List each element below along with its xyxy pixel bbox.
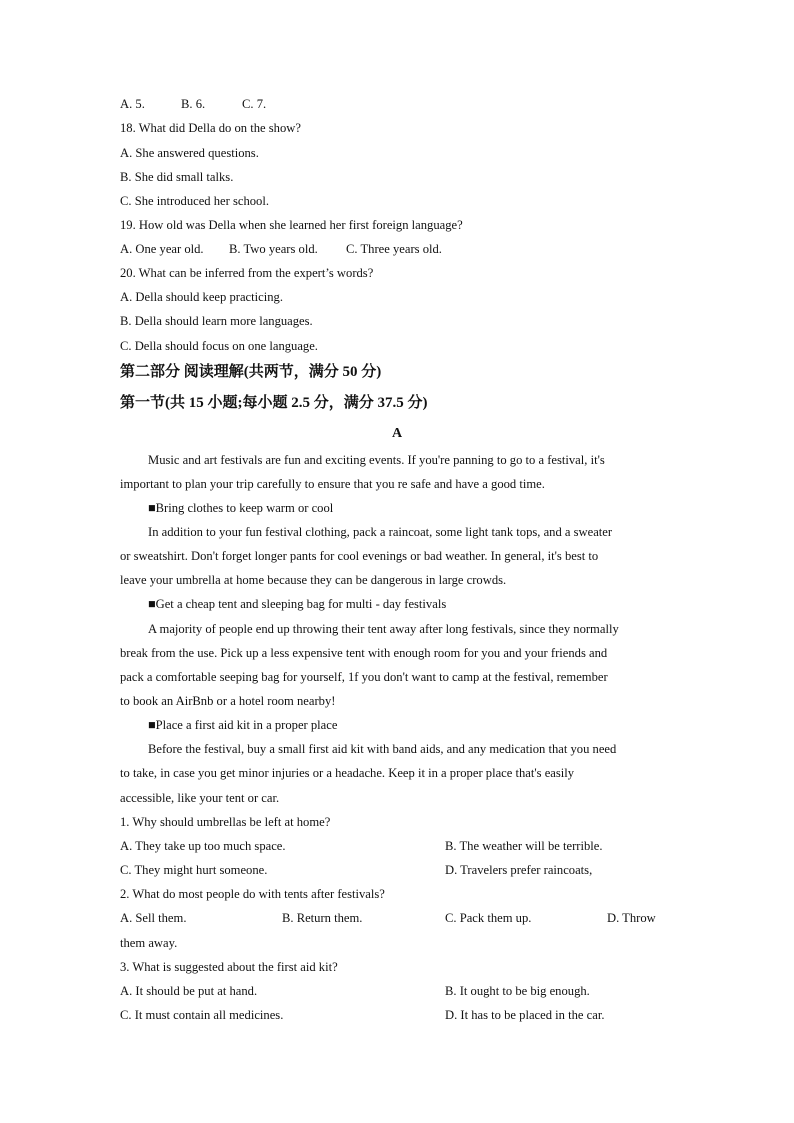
passage-line: In addition to your fun festival clothing, pack a raincoat, some light tank tops, and a sweater	[148, 525, 613, 539]
q2-option-d: D. Throw	[607, 911, 656, 925]
q1-question: 1. Why should umbrellas be left at home?	[120, 815, 331, 829]
q2-option-d-continued: them away.	[120, 936, 178, 950]
q17-option-b: B. 6.	[181, 97, 206, 111]
passage-line: Before the festival, buy a small first aid kit with band aids, and any medication that you need	[148, 742, 617, 756]
q17-option-a: A. 5.	[120, 97, 145, 111]
passage-line: A majority of people end up throwing their tent away after long festivals, since they normally	[148, 622, 619, 636]
q1-option-a: A. They take up too much space.	[120, 839, 286, 853]
passage-bullet-heading: ■Bring clothes to keep warm or cool	[148, 501, 334, 515]
q19-option-a: A. One year old.	[120, 242, 204, 256]
passage-line: leave your umbrella at home because they can be dangerous in large crowds.	[120, 573, 507, 587]
q3-question: 3. What is suggested about the first aid kit?	[120, 960, 338, 974]
passage-line: accessible, like your tent or car.	[120, 791, 280, 805]
q2-option-b: B. Return them.	[282, 911, 363, 925]
q20-option-b: B. Della should learn more languages.	[120, 314, 313, 328]
part2-heading: 第二部分 阅读理解(共两节，满分 50 分)	[120, 364, 382, 380]
q1-option-b: B. The weather will be terrible.	[445, 839, 603, 853]
q20-option-a: A. Della should keep practicing.	[120, 290, 283, 304]
q3-option-a: A. It should be put at hand.	[120, 984, 258, 998]
passage-line: important to plan your trip carefully to ensure that you re safe and have a good time.	[120, 477, 545, 491]
q1-option-c: C. They might hurt someone.	[120, 863, 268, 877]
passage-line: Music and art festivals are fun and exciting events. If you're panning to go to a festival, it's	[148, 453, 605, 467]
q2-question: 2. What do most people do with tents after festivals?	[120, 887, 385, 901]
q2-option-a: A. Sell them.	[120, 911, 187, 925]
passage-bullet-heading: ■Place a first aid kit in a proper place	[148, 718, 338, 732]
q17-option-c: C. 7.	[242, 97, 267, 111]
q3-option-b: B. It ought to be big enough.	[445, 984, 590, 998]
q18-option-b: B. She did small talks.	[120, 170, 234, 184]
passage-line: break from the use. Pick up a less expensive tent with enough room for you and your friends and	[120, 646, 608, 660]
q2-option-c: C. Pack them up.	[445, 911, 532, 925]
passage-line: or sweatshirt. Don't forget longer pants for cool evenings or bad weather. In general, it's best to	[120, 549, 599, 563]
q19-option-c: C. Three years old.	[346, 242, 442, 256]
passage-line: to book an AirBnb or a hotel room nearby!	[120, 694, 336, 708]
passage-line: to take, in case you get minor injuries or a headache. Keep it in a proper place that's easily	[120, 766, 575, 780]
q18-option-c: C. She introduced her school.	[120, 194, 269, 208]
q19-question: 19. How old was Della when she learned her first foreign language?	[120, 218, 463, 232]
q3-option-d: D. It has to be placed in the car.	[445, 1008, 605, 1022]
passage-line: pack a comfortable seeping bag for yourself, 1f you don't want to camp at the festival, remember	[120, 670, 608, 684]
q20-question: 20. What can be inferred from the expert’s words?	[120, 266, 374, 280]
q19-option-b: B. Two years old.	[229, 242, 318, 256]
q18-question: 18. What did Della do on the show?	[120, 121, 301, 135]
q20-option-c: C. Della should focus on one language.	[120, 339, 318, 353]
q3-option-c: C. It must contain all medicines.	[120, 1008, 284, 1022]
section1-heading: 第一节(共 15 小题;每小题 2.5 分，满分 37.5 分)	[120, 395, 428, 411]
q1-option-d: D. Travelers prefer raincoats,	[445, 863, 593, 877]
passage-label: A	[391, 426, 403, 441]
passage-bullet-heading: ■Get a cheap tent and sleeping bag for multi - day festivals	[148, 597, 447, 611]
q18-option-a: A. She answered questions.	[120, 146, 259, 160]
